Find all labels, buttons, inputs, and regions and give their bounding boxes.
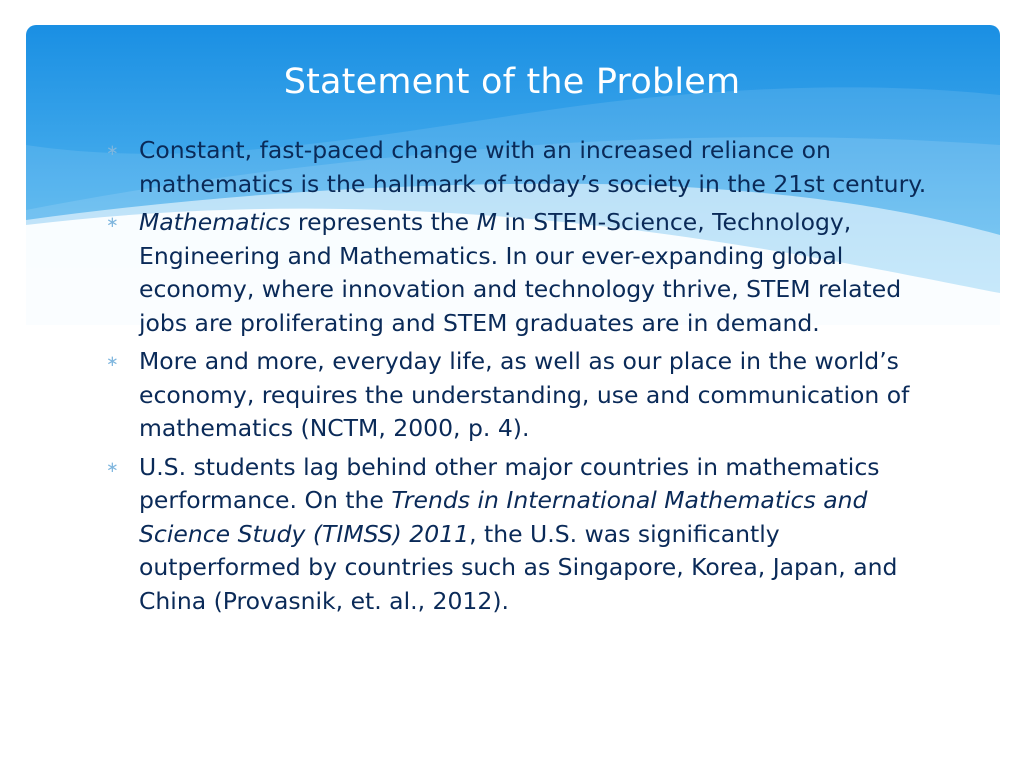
asterisk-bullet-icon: ∗ — [106, 141, 119, 159]
bullet-item — [104, 451, 944, 619]
bullet-text: represents the — [290, 208, 477, 236]
bullet-item — [104, 206, 944, 340]
bullet-list — [104, 134, 944, 623]
asterisk-bullet-icon: ∗ — [106, 352, 119, 370]
bullet-emphasis: Trends in International Mathematics and Science Study (TIMSS) 2011 — [139, 486, 868, 548]
asterisk-bullet-icon: ∗ — [106, 213, 119, 231]
slide-title: Statement of the Problem — [283, 62, 741, 102]
bullet-emphasis: Mathematics — [139, 208, 291, 236]
bullet-item — [104, 345, 944, 446]
bullet-text: U.S. students lag behind other major countries in mathematics performance. On the — [139, 452, 880, 514]
asterisk-bullet-icon: ∗ — [106, 457, 119, 476]
bullet-text: More and more, everyday life, as well as our place in the world’s economy, requires the understanding, use and communication of mathematics (NCTM, 2000, p. 4). — [139, 347, 910, 442]
bullet-emphasis: M — [476, 208, 497, 236]
bullet-item — [104, 134, 944, 201]
bullet-text: in STEM-Science, Technology, Engineering and Mathematics. In our ever-expanding global economy, where innovation and technology thrive, STEM related jobs are proliferating and STEM graduates are in demand. — [139, 208, 902, 337]
bullet-text: Constant, fast-paced change with an increased reliance on mathematics is the hallmark of today’s society in the 21st century. — [139, 136, 927, 198]
bullet-text: , the U.S. was significantly outperformed by countries such as Singapore, Korea, Japan, and China (Provasnik, et. al., 2012). — [139, 519, 898, 615]
